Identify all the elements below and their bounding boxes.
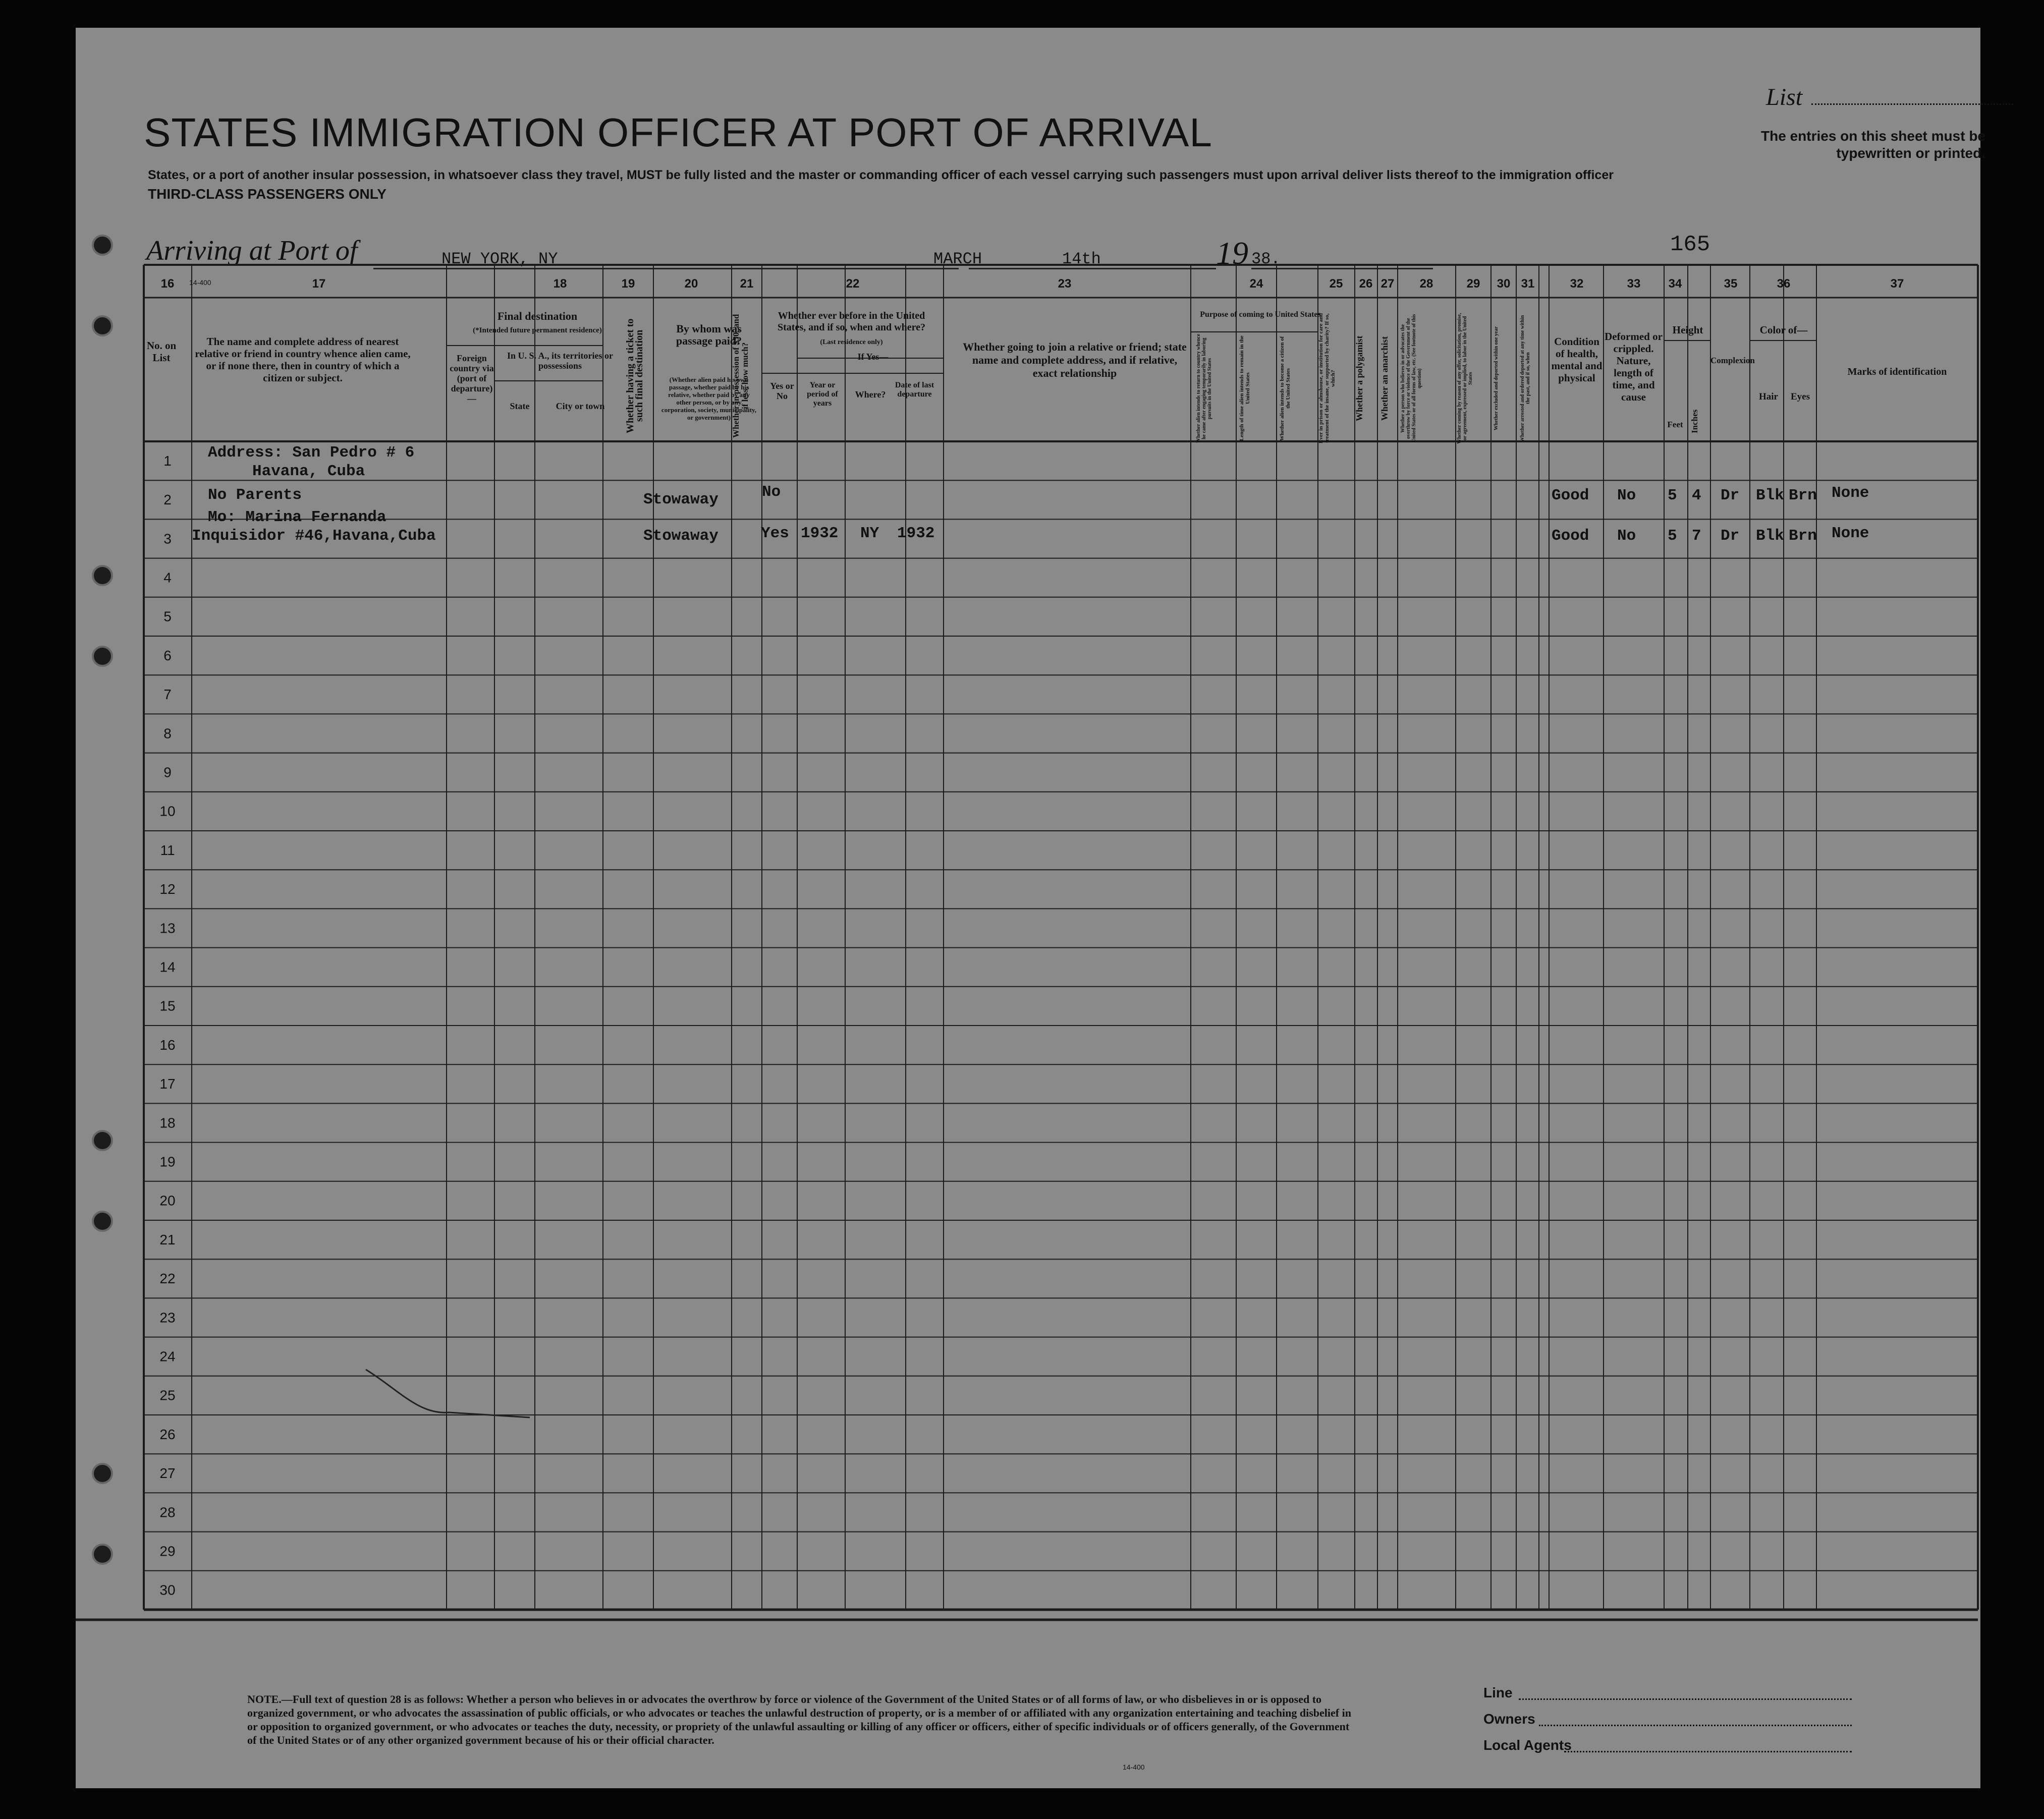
row-number: 2 — [163, 492, 172, 508]
owners-label: Owners — [1483, 1711, 1535, 1727]
pen-stroke-mark — [366, 1370, 530, 1417]
header-col31: Whether arrested and ordered deported at any time within the past, and if so, when — [1520, 315, 1531, 442]
header-date-departure: Date of last departure — [895, 381, 934, 399]
typewritten-note: The entries on this sheet must be typewritten or printed. — [1761, 128, 1985, 161]
header-before-note: (Last residence only) — [820, 338, 883, 346]
row-number: 5 — [163, 608, 172, 624]
row-number: 25 — [159, 1387, 176, 1403]
port-value: NEW YORK, NY — [441, 250, 558, 268]
header-complexion: Complexion — [1710, 356, 1755, 365]
header-inches: Inches — [1690, 409, 1699, 433]
list-label: List — [1766, 84, 1803, 110]
row1-health: Good — [1552, 487, 1589, 504]
row1-complexion: Dr — [1721, 487, 1740, 504]
header-possession-50: Whether in possession of $50, and if less, how much? — [731, 314, 750, 438]
row2-passage: Stowaway — [643, 527, 719, 545]
column-number: 19 — [621, 277, 635, 291]
row-number: 7 — [163, 687, 172, 703]
header-if-yes: If Yes— — [857, 352, 889, 362]
header-purpose-b: Length of time alien intends to remain in the United States — [1239, 335, 1251, 441]
header-yes-no: Yes or No — [770, 381, 794, 401]
manifest-sheet — [76, 28, 1985, 1788]
row2-health: Good — [1552, 527, 1589, 545]
header-polygamist: Whether a polygamist — [1354, 335, 1364, 421]
row-number: 30 — [159, 1582, 176, 1598]
header-year-period: Year or period of years — [807, 381, 838, 408]
header-join-relative: Whether going to join a relative or friend; state name and complete address, and if relative, exact relationship — [963, 340, 1187, 379]
row1-marks: None — [1832, 484, 1869, 502]
row1-inches: 4 — [1692, 487, 1701, 504]
day-value: 14th — [1062, 250, 1101, 268]
footnote-question-28: NOTE.—Full text of question 28 is as follows: Whether a person who believes in or advocates the overthrow by force or violence of the Government of the United States or of all forms of law, or who disbelieves in or is opposed to organized government, or who advocates the assassination of public officials, or who advocates or teaches the unlawful destruction of property, or is a member of or affiliated with any organization entertaining and teaching disbelief in or opposition to organized government, or who advocates or teaches the duty, necessity, or propriety of the unlawful assaulting or killing of any officer or officers, either of specific individuals or of officers generally, of the Government of the United States or of any other organized government because of his or their official character. — [247, 1693, 1351, 1746]
page-title: STATES IMMIGRATION OFFICER AT PORT OF ARRIVAL — [144, 110, 1212, 155]
row2-eyes: Brn — [1789, 527, 1817, 545]
row-number: 6 — [163, 647, 172, 663]
row2-before-yes-no: Yes — [761, 525, 789, 542]
column-number: 35 — [1724, 277, 1738, 291]
header-relative-address: The name and complete address of nearest relative or friend in country whence alien came, or if none there, then in country of which a citizen or subject. — [195, 335, 411, 384]
header-col29: Whether coming by reason of any offer, solicitation, promise, or agreement, expressed or implied, to labor in the United States — [1457, 313, 1473, 444]
header-ticket: Whether having a ticket to such final destination — [625, 318, 645, 433]
header-anarchist: Whether an anarchist — [1379, 336, 1390, 421]
row-number: 23 — [159, 1310, 176, 1326]
header-passage-note: (Whether alien paid his own passage, whether paid by his relative, whether paid by any other person, or by any corporation, society, municipality, or government) — [661, 376, 757, 421]
row2-marks: None — [1832, 525, 1869, 542]
page-number: 165 — [1670, 232, 1710, 257]
row-number: 8 — [163, 725, 172, 742]
row2-inches: 7 — [1692, 527, 1701, 545]
column-number: 18 — [553, 277, 567, 291]
row-number: 22 — [159, 1271, 176, 1287]
row-number: 28 — [159, 1504, 176, 1520]
column-number: 16 — [160, 277, 175, 291]
column-number: 33 — [1627, 277, 1641, 291]
header-state: State — [510, 401, 530, 411]
header-passage-paid: By whom was passage paid? — [676, 322, 742, 347]
header-feet: Feet — [1667, 420, 1683, 429]
column-number: 26 — [1359, 277, 1373, 291]
column-number: 22 — [846, 277, 860, 291]
form-number-bottom: 14-400 — [1123, 1763, 1145, 1771]
column-number: 25 — [1329, 277, 1343, 291]
column-number: 21 — [740, 277, 754, 291]
header-no-on-list: No. on List — [146, 339, 177, 364]
row-number: 1 — [163, 452, 172, 469]
header-city: City or town — [556, 401, 605, 411]
column-number: 29 — [1466, 277, 1480, 291]
row-number: 18 — [159, 1115, 176, 1131]
arriving-label: Arriving at Port of — [146, 235, 358, 266]
row-number: 4 — [163, 570, 172, 586]
header-where: Where? — [855, 389, 886, 400]
header-purpose-a: Whether alien intends to return to country whence he came after engaging temporarily in laboring pursuits in the United States — [1196, 334, 1212, 443]
row1-eyes: Brn — [1789, 487, 1817, 504]
row1-hair: Blk — [1756, 487, 1784, 504]
row-number: 19 — [159, 1154, 176, 1170]
header-purpose: Purpose of coming to United States — [1200, 310, 1321, 319]
row2-departure: 1932 — [897, 525, 935, 542]
column-number: 20 — [684, 277, 698, 291]
row-number: 16 — [159, 1037, 176, 1053]
row-number: 26 — [159, 1426, 176, 1442]
row2-complexion: Dr — [1721, 527, 1740, 545]
row-number: 15 — [159, 998, 176, 1014]
local-agents-label: Local Agents — [1483, 1737, 1572, 1753]
header-color-of: Color of— — [1759, 324, 1808, 336]
row-number: 20 — [159, 1192, 176, 1209]
row2-hair: Blk — [1756, 527, 1784, 545]
header-col28: Whether a person who believes in or advocates the overthrow by force or violence of the Government of the United States or of all forms of law, etc. (See footnote of this question) — [1400, 314, 1422, 443]
row-number: 11 — [160, 842, 175, 858]
row-number: 21 — [159, 1231, 176, 1247]
row-number: 27 — [159, 1465, 176, 1482]
column-number: 31 — [1521, 277, 1535, 291]
subtitle-line-1: States, or a port of another insular possession, in whatsoever class they travel, MUST be fully listed and the master or commanding officer of each vessel carrying such passengers must upon arrival deliver lists thereof to the immigration officer — [148, 168, 1614, 182]
column-number: 23 — [1058, 277, 1072, 291]
header-col30: Whether excluded and deported within one year — [1494, 326, 1499, 430]
year-suffix: 38. — [1251, 250, 1281, 268]
row-number: 24 — [159, 1348, 176, 1365]
header-eyes: Eyes — [1791, 391, 1810, 402]
row-number: 17 — [159, 1076, 176, 1092]
row1-address-line1: Address: San Pedro # 6 — [208, 444, 415, 462]
column-number: 37 — [1890, 277, 1904, 291]
header-before-in-us: Whether ever before in the United States, and if so, when and where? — [778, 310, 925, 333]
header-hair: Hair — [1759, 391, 1778, 402]
row-number: 9 — [163, 764, 172, 780]
header-final-destination-note: (*Intended future permanent residence) — [473, 326, 602, 334]
row1-before-yes-no: No — [762, 483, 781, 501]
header-health: Condition of health, mental and physical — [1551, 335, 1603, 384]
row-number: 14 — [159, 959, 176, 975]
row2-deformed: No — [1617, 527, 1636, 545]
month-value: MARCH — [933, 250, 982, 268]
row-number: 3 — [163, 531, 172, 547]
line-label: Line — [1483, 1685, 1513, 1700]
header-height: Height — [1672, 324, 1703, 336]
row2-address-line2: Inquisidor #46,Havana,Cuba — [192, 527, 436, 545]
row-number: 29 — [159, 1543, 176, 1559]
header-col25: Ever in prison or almshouse, or institution for care and treatment of the insane, or supported by charity? If so, which? — [1318, 313, 1336, 444]
line-fill-line — [1519, 1698, 1852, 1700]
row-number: 10 — [159, 803, 176, 819]
row2-address-line1: Mo: Marina Fernanda — [208, 508, 386, 526]
column-number: 30 — [1497, 277, 1511, 291]
row2-year: 1932 — [801, 525, 839, 542]
column-number: 34 — [1668, 277, 1682, 291]
header-in-usa: In U. S. A., its territories or possessions — [507, 351, 613, 371]
row-number: 13 — [159, 920, 176, 936]
header-final-destination: Final destination — [497, 310, 578, 322]
subtitle-line-2: THIRD-CLASS PASSENGERS ONLY — [148, 186, 386, 202]
header-purpose-c: Whether alien intends to become a citizen of the United States — [1279, 336, 1291, 441]
column-number: 24 — [1249, 277, 1263, 291]
form-number-top: 14-400 — [189, 278, 211, 287]
row1-passage: Stowaway — [643, 491, 719, 508]
row2-where: NY — [860, 525, 879, 542]
row-number: 12 — [159, 881, 176, 897]
row2-feet: 5 — [1668, 527, 1677, 545]
column-number: 36 — [1777, 277, 1791, 291]
row1-address-line2: Havana, Cuba — [252, 463, 365, 480]
row1-deformed: No — [1617, 487, 1636, 504]
owners-fill-line — [1539, 1725, 1852, 1726]
year-prefix: 19 — [1216, 235, 1248, 271]
column-number: 27 — [1380, 277, 1395, 291]
column-number: 28 — [1419, 277, 1433, 291]
row1-address-line3: No Parents — [208, 486, 302, 504]
column-number: 17 — [312, 277, 326, 291]
row1-feet: 5 — [1668, 487, 1677, 504]
header-marks: Marks of identification — [1847, 366, 1947, 377]
column-number: 32 — [1570, 277, 1584, 291]
header-foreign-country: Foreign country via (port of departure)— — [450, 353, 494, 404]
header-deformed: Deformed or crippled. Nature, length of time, and cause — [1605, 330, 1663, 403]
agents-fill-line — [1564, 1751, 1852, 1752]
manifest-grid — [76, 28, 1980, 1788]
